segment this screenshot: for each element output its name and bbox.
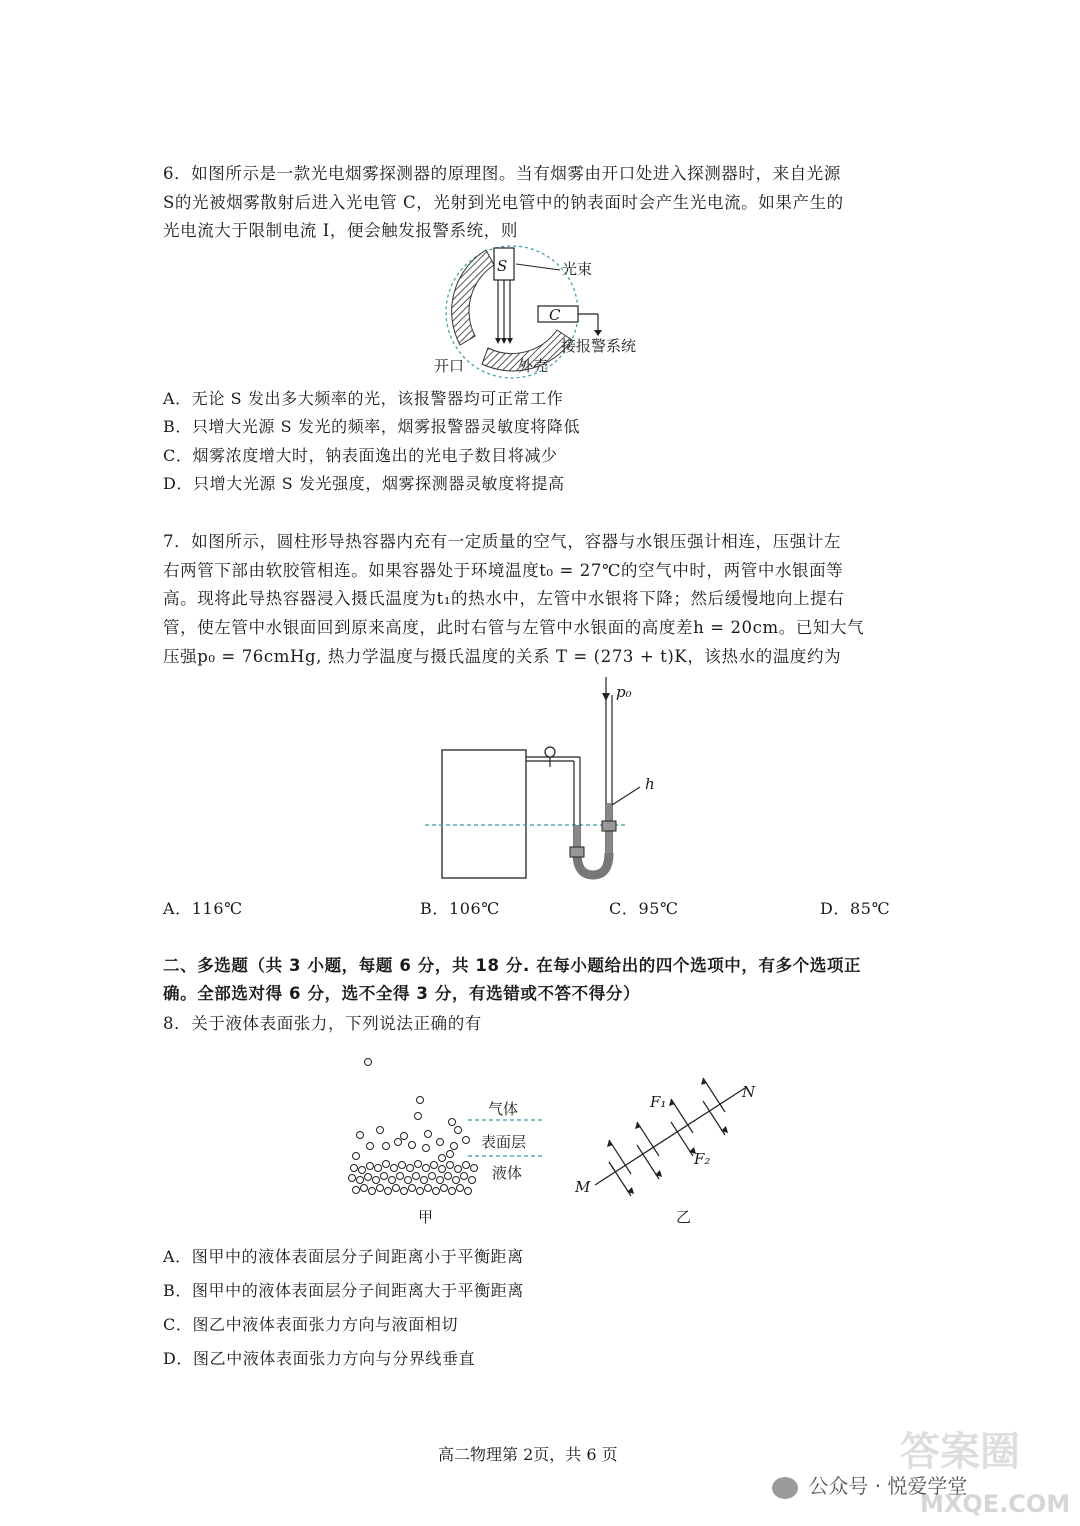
q8-figure-b-tension <box>575 1070 765 1200</box>
q8-label-m: M <box>575 1178 591 1196</box>
section2-heading-2: 确。全部选对得 6 分，选不全得 3 分，有选错或不答不得分） <box>163 984 641 1003</box>
q7-line-2: 右两管下部由软胶管相连。如果容器处于环境温度t₀ = 27℃的空气中时，两管中水银面等 <box>163 561 844 580</box>
q8-label-f2: F₂ <box>694 1150 711 1168</box>
q7-option-b: B．106℃ <box>420 899 500 918</box>
watermark-site: MXQE.COM <box>920 1490 1071 1518</box>
q8-label-n: N <box>742 1083 756 1101</box>
q6-line-2: S的光被烟雾散射后进入光电管 C，光射到光电管中的钠表面时会产生光电流。如果产生的 <box>163 193 844 212</box>
q8-label-fig-a: 甲 <box>418 1208 434 1226</box>
q8-label-surface: 表面层 <box>481 1133 527 1151</box>
q6-label-photocell: C <box>549 306 561 324</box>
q8-option-d: D．图乙中液体表面张力方向与分界线垂直 <box>163 1349 476 1368</box>
q6-label-opening: 开口 <box>434 357 465 375</box>
q7-label-p0: p₀ <box>616 683 632 701</box>
q6-line-1: 6．如图所示是一款光电烟雾探测器的原理图。当有烟雾由开口处进入探测器时，来自光源 <box>163 164 841 183</box>
q7-line-3: 高。现将此导热容器浸入摄氏温度为t₁的热水中，左管中水银将下降；然后缓慢地向上提右 <box>163 589 845 608</box>
q7-line-4: 管，使左管中水银面回到原来高度，此时右管与左管中水银面的高度差h = 20cm。已知大气 <box>163 618 865 637</box>
q7-option-c: C．95℃ <box>609 899 679 918</box>
q6-option-b: B．只增大光源 S 发光的频率，烟雾报警器灵敏度将降低 <box>163 417 581 436</box>
q6-option-d: D．只增大光源 S 发光强度，烟雾探测器灵敏度将提高 <box>163 474 565 493</box>
page-footer: 高二物理第 2页，共 6 页 <box>438 1445 618 1464</box>
section2-heading-1: 二、多选题（共 3 小题，每题 6 分，共 18 分. 在每小题给出的四个选项中，有多个选项正 <box>163 956 862 975</box>
q8-option-c: C．图乙中液体表面张力方向与液面相切 <box>163 1315 459 1334</box>
q7-line-1: 7．如图所示，圆柱形导热容器内充有一定质量的空气，容器与水银压强计相连，压强计左 <box>163 532 841 551</box>
q8-figure-a-molecules <box>330 1050 560 1205</box>
q6-option-c: C．烟雾浓度增大时，钠表面逸出的光电子数目将减少 <box>163 446 558 465</box>
q8-stem: 8．关于液体表面张力，下列说法正确的有 <box>163 1014 482 1033</box>
q6-label-beam: 光束 <box>562 260 593 278</box>
q7-option-a: A．116℃ <box>163 899 243 918</box>
q6-label-shell: 外壳 <box>518 357 549 375</box>
q6-option-a: A．无论 S 发出多大频率的光，该报警器均可正常工作 <box>163 389 564 408</box>
q8-option-a: A．图甲中的液体表面层分子间距离小于平衡距离 <box>163 1247 524 1266</box>
q6-line-3: 光电流大于限制电流 I，便会触发报警系统，则 <box>163 221 518 240</box>
q7-label-h: h <box>645 775 655 793</box>
q8-label-liquid: 液体 <box>492 1164 523 1182</box>
wechat-icon <box>772 1477 798 1499</box>
q7-option-d: D．85℃ <box>820 899 891 918</box>
q8-label-gas: 气体 <box>488 1100 519 1118</box>
watermark-account-text: 公众号 · 悦爱学堂 <box>808 1474 968 1498</box>
watermark-logo: 答案圈 <box>900 1429 1020 1475</box>
q8-option-b: B．图甲中的液体表面层分子间距离大于平衡距离 <box>163 1281 524 1300</box>
q6-label-source: S <box>497 257 508 275</box>
q8-label-f1: F₁ <box>650 1093 667 1111</box>
q6-label-alarm: 接报警系统 <box>561 337 637 355</box>
q7-line-5: 压强p₀ = 76cmHg, 热力学温度与摄氏温度的关系 T = (273 + t)K，该热水的温度约为 <box>163 647 842 666</box>
q7-figure-manometer <box>420 675 680 885</box>
q8-label-fig-b: 乙 <box>676 1208 692 1226</box>
